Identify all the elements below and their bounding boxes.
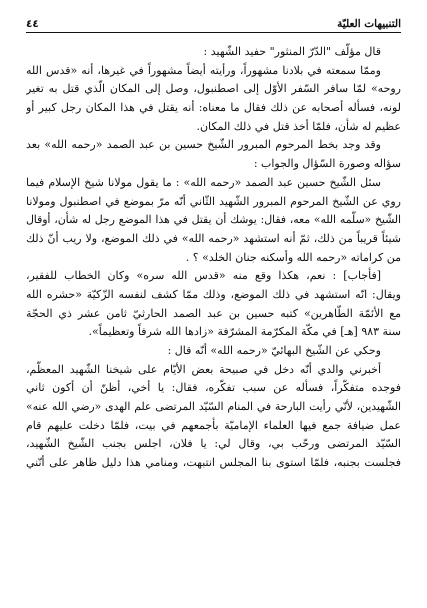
text-line: لونه، فسأله أصحابه عن ذلك فقال ما معناه: أنه يقتل في هذا المكان رجل كبير أو [26,101,401,115]
text-line: روحه» لمّا سافر السّفر الأوّل إلى اصطنبول، وصل إلى المكان الّذي قتل به تغير [26,82,401,96]
text-line: من كراماته «رحمه الله وأسكنه جنان الخلد» ؟ . [185,250,401,264]
running-title: التنبيهات العليّة [337,18,401,30]
text-line: وقد وجد بخط المرحوم المبرور الشّيخ حسين بن عبد الصمد «رحمه الله» بعد [26,138,381,152]
text-line: فوجده متفكّراً، فسأله عن سبب تفكّره، فقال: يا أخي، أظنّ أن أكون ثاني [26,381,401,395]
text-line: السّيّد المرتضى ورحّب بي، وقال لي: يا فلان، اجلس بجنب الشّيخ الشّهيد، [26,437,401,451]
text-line: مع الأئمّة الطّاهرين» كتبه حسين بن عبد الصمد الحارثيّ ثامن عشر ذي الحجّة [26,306,401,320]
text-line: ويقال: انّه استشهد في ذلك الموضع، وذلك ممّا كشف لنفسه الزّكيّة «حشره الله [26,287,401,301]
text-line: وحكي عن الشّيخ البهائيّ «رحمه الله» أنّه قال : [167,344,381,357]
page-header [26,16,401,33]
text-line: سؤاله وصورة السّؤال والجواب : [253,157,401,171]
text-line: عظيم له شأن، فلمّا أخذ قتل في ذلك المكان. [196,119,401,133]
text-line: الشّيخ «سلّمه الله» معه، فقال: يوشك أن يقتل في هذا الموضع رجل له شأن، أوقال [26,213,401,227]
text-line: فجلست بجنبه، فلمّا استوى بنا المجلس انتبهت، ومنامي هذا دليل ظاهر على أنّني [26,456,401,470]
text-line: شيئاً قريباً من ذلك، ثمّ أنه استشهد «رحمه الله» في ذلك الموضع، ولا ريب أنّ ذلك [26,231,401,245]
text-line: سئل الشّيخ حسين عبد الصمد «رحمه الله» : ما يقول مولانا شيخ الإسلام فيما [26,175,381,189]
text-line: عمل ضيافة جمع فيها العلماء الإماميّة بأجمعهم في بيت، فلمّا دخلت عليهم قام [26,418,401,432]
body-text [26,43,401,473]
text-line: [فأجاب] : نعم، هكذا وقع منه «قدس الله سره» وكان الخطاب للفقير، [26,269,381,283]
text-line: قال مؤلّف "الدّرّ المنثور" حفيد الشّهيد : [203,45,381,58]
page-number: ٤٤ [26,18,39,30]
text-line: روي عن الشّيخ المرحوم المبرور الشّهيد الثّاني أنّه مرّ بموضع في اصطنبول ومولانا [26,194,401,208]
text-line: وممّا سمعته في بلادنا مشهوراً، ورأيته أيضاً مشهوراً في غيرها، أنه «قدس الله [26,63,381,77]
text-line: أخبرني والدي أنّه دخل في صبيحة بعض الأيّام على شيخنا الشّهيد المعظّم، [26,362,381,376]
text-line: الشّهيدين، لأنّي رأيت البارحة في المنام السّيّد المرتضى علم الهدى «رضي الله عنه» [26,400,401,414]
text-line: سنة ٩٨٣ [هـ] في مكّة المكرّمة المشرّفة «زادها الله شرفاً وتعظيماً». [88,325,401,339]
